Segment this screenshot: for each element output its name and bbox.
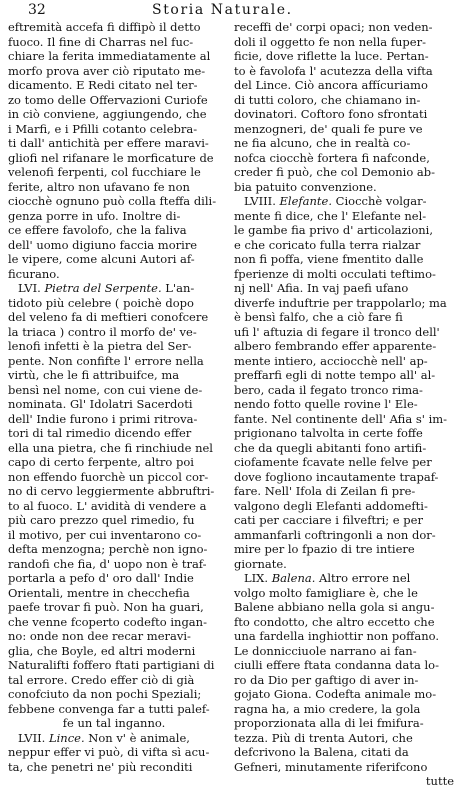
line-text: ficurano. <box>8 266 60 281</box>
line-text: to è favolofa l' acutezza della vifta <box>234 63 433 78</box>
text-line <box>8 122 220 137</box>
text-line <box>8 136 220 151</box>
text-line <box>234 368 454 383</box>
text-line <box>234 238 454 253</box>
line-text: portarla a pefo d' oro dall' Indie <box>8 571 194 585</box>
text-line <box>8 412 220 427</box>
text-line <box>8 223 220 238</box>
line-text: giornate. <box>234 556 287 571</box>
section-heading-line <box>234 571 454 586</box>
line-text: dove fogliono incautamente trapaf- <box>234 469 439 484</box>
text-line <box>8 571 220 586</box>
text-line <box>234 383 454 398</box>
text-line <box>234 586 454 601</box>
line-text: mire per lo fpazio di tre intiere <box>234 542 415 556</box>
text-line <box>8 252 220 267</box>
text-line <box>8 238 220 253</box>
line-text: in ciò conviene, aggiungendo, che <box>8 107 207 121</box>
line-text: tutte <box>425 774 454 788</box>
text-line <box>234 629 454 644</box>
line-text: neppur effer vi può, di vifta sì acu- <box>8 745 210 759</box>
text-line <box>8 397 220 412</box>
text-line <box>234 93 454 108</box>
line-text: ferite, altro non ufavano fe non <box>8 179 190 194</box>
line-text: randofi che fia, d' uopo non è traf- <box>8 556 207 571</box>
line-text: e che coricato fulla terra rialzar <box>234 237 421 252</box>
text-line <box>8 180 220 195</box>
text-line <box>8 702 220 717</box>
line-text: proporzionata alla di lei fmifura- <box>234 716 424 730</box>
text-line <box>234 64 454 79</box>
section-number: LVII. <box>18 730 49 745</box>
text-line <box>234 470 454 485</box>
line-text: defta menzogna; perchè non igno- <box>8 542 208 556</box>
text-line <box>8 600 220 615</box>
line-text: bia patuito convenzione. <box>234 179 377 194</box>
text-line <box>8 557 220 572</box>
line-text: cati per cacciare i filveftri; e per <box>234 513 423 527</box>
line-text: una fardella inghiottir non poffano. <box>234 629 439 643</box>
text-line <box>234 165 454 180</box>
text-line <box>234 180 454 195</box>
line-text: bero, cada il fegato tronco rima- <box>234 382 423 397</box>
text-line <box>8 658 220 673</box>
line-text: nominata. Gl' Idolatri Sacerdoti <box>8 397 193 411</box>
line-text: morfo prova aver ciò riputato me- <box>8 63 206 78</box>
line-text: creder fi può, che col Demonio ab- <box>234 165 436 179</box>
line-text: più caro prezzo quel rimedio, fu <box>8 513 195 527</box>
text-line <box>8 542 220 557</box>
text-line <box>8 209 220 224</box>
line-text: non effendo fuorchè un piccol cor- <box>8 469 209 484</box>
text-line <box>8 586 220 601</box>
line-text: bensì nel nome, con cui viene de- <box>8 382 203 397</box>
text-line <box>8 64 220 79</box>
section-heading-line <box>8 281 220 296</box>
text-line <box>8 470 220 485</box>
text-line <box>8 426 220 441</box>
line-text: Gefneri, minutamente riferifcono <box>234 759 428 774</box>
line-text: nofca ciocchè fortera fi nafconde, <box>234 150 430 165</box>
line-text: menzogneri, de' quali fe pure ve <box>234 121 423 136</box>
line-text: prigionano talvolta in certe foffe <box>234 426 423 440</box>
text-line <box>234 644 454 659</box>
line-text: tori di tal rimedio dicendo effer <box>8 426 192 440</box>
line-text: Balene abbiano nella gola si angu- <box>234 600 435 614</box>
text-line <box>8 484 220 499</box>
section-heading-line <box>8 731 220 746</box>
text-line <box>8 20 220 35</box>
text-line <box>234 49 454 64</box>
text-line <box>8 49 220 64</box>
text-line <box>234 310 454 325</box>
text-line <box>234 484 454 499</box>
text-line <box>8 760 220 775</box>
text-line <box>8 441 220 456</box>
line-text: ragna ha, a mio credere, la gola <box>234 701 421 716</box>
text-line <box>234 774 454 789</box>
line-text: no di cervo leggiermente abbruftri- <box>8 484 215 498</box>
line-text: doli il oggetto fe non nella fuper- <box>234 34 426 49</box>
line-text: to al fuoco. L' avidità di vendere a <box>8 498 207 513</box>
text-line <box>8 325 220 340</box>
text-line <box>8 194 220 209</box>
section-heading-line <box>234 194 454 209</box>
line-text: febbene convenga far a tutti palef- <box>8 701 210 716</box>
text-line <box>8 165 220 180</box>
text-line <box>234 151 454 166</box>
text-line <box>234 615 454 630</box>
line-text: capo di certo ferpente, altro poi <box>8 455 194 469</box>
line-text: valgono degli Elefanti addomefti- <box>234 498 428 513</box>
line-text: le vipere, come alcuni Autori af- <box>8 252 195 266</box>
line-text: chiare la ferita immediatamente al <box>8 49 211 63</box>
line-text: dell' uomo digiuno faccia morire <box>8 237 198 252</box>
text-line <box>8 78 220 93</box>
text-line <box>234 542 454 557</box>
line-text: i Marfi, e i Pfilli cotanto celebra- <box>8 121 198 136</box>
line-text: fare. Nell' Ifola di Zeilan fi pre- <box>234 484 416 498</box>
text-line <box>8 455 220 470</box>
line-text: dovinatori. Coftoro fono sfrontati <box>234 107 428 121</box>
line-text: ciulli effere ftata condanna data lo- <box>234 658 439 672</box>
line-text: paefe trovar fi può. Non ha guari, <box>8 600 204 614</box>
line-text: Ciocchè volgar- <box>332 194 427 208</box>
line-text: fto condotto, che altro eccetto che <box>234 614 435 629</box>
line-text: ufi l' aftuzia di fegare il tronco dell' <box>234 324 440 339</box>
line-text: ciocchè ognuno può colla fteffa dili- <box>8 194 217 208</box>
text-line <box>8 339 220 354</box>
line-text: ammanfarli coftringonli a non dor- <box>234 527 436 542</box>
line-text: gliofi nel rifanare le morficature de <box>8 150 214 165</box>
left-column <box>8 20 220 774</box>
text-line <box>8 644 220 659</box>
line-text: la triaca ) contro il morfo de' ve- <box>8 324 197 339</box>
text-line <box>8 615 220 630</box>
text-line <box>234 513 454 528</box>
text-line <box>8 629 220 644</box>
text-line <box>234 499 454 514</box>
line-text: che da quegli abitanti fono artifi- <box>234 440 427 455</box>
line-text: fuoco. Il fine di Charras nel fuc- <box>8 34 194 49</box>
line-text: mente fi dice, che l' Elefante nel- <box>234 208 427 223</box>
line-text: zo tomo delle Offervazioni Curiofe <box>8 92 208 107</box>
section-number: LVI. <box>18 281 45 295</box>
text-line <box>8 383 220 398</box>
text-line <box>234 223 454 238</box>
line-text: Le donnicciuole narrano ai fan- <box>234 643 417 658</box>
line-text: preffarfi egli di notte tempo all' al- <box>234 368 436 382</box>
section-number: LVIII. <box>244 194 280 208</box>
text-line <box>8 528 220 543</box>
text-line <box>8 296 220 311</box>
line-text: ne fia alcuno, che in realtà co- <box>234 136 411 150</box>
section-number: LIX. <box>244 571 272 585</box>
text-line <box>234 296 454 311</box>
text-line <box>234 267 454 282</box>
line-text: fante. Nel continente dell' Afia s' im- <box>234 411 448 426</box>
text-line <box>8 107 220 122</box>
line-text: no: onde non dee recar meravi- <box>8 629 191 643</box>
text-line <box>8 499 220 514</box>
line-text: di tutti coloro, che chiamano in- <box>234 92 421 107</box>
text-line <box>8 35 220 50</box>
line-text: tezza. Più di trenta Autori, che <box>234 730 413 745</box>
text-line <box>234 325 454 340</box>
right-column <box>234 20 454 788</box>
text-line <box>8 687 220 702</box>
line-text: è bensì falfo, che a ciò fare fi <box>234 310 403 324</box>
line-text: defcrivono la Balena, citati da <box>234 745 409 759</box>
text-line <box>8 267 220 282</box>
text-line <box>234 354 454 369</box>
text-line <box>234 760 454 775</box>
section-title: Balena. <box>271 571 316 585</box>
line-text: ella una pietra, che fi rinchiude nel <box>8 440 213 455</box>
line-text: receffi de' corpi opaci; non veden- <box>234 20 433 34</box>
line-text: Altro errore nel <box>315 571 411 585</box>
line-text: del Lince. Ciò ancora affícuriamo <box>234 78 428 92</box>
line-text: le gambe fia privo d' articolazioni, <box>234 223 434 237</box>
text-line <box>8 310 220 325</box>
line-text: non fi poffa, viene fmentito dalle <box>234 252 424 266</box>
line-text: Naturalifti foffero ftati partigiani di <box>8 658 215 672</box>
text-line <box>234 673 454 688</box>
line-text: velenofi ferpenti, col fucchiare le <box>8 165 201 179</box>
text-line <box>234 557 454 572</box>
page-number: 32 <box>28 2 46 18</box>
line-text: Orientali, mentre in checchefia <box>8 585 190 600</box>
text-line <box>234 107 454 122</box>
section-title: Elefante. <box>279 194 333 208</box>
text-line <box>234 78 454 93</box>
line-text: mente intiero, acciocchè nell' ap- <box>234 353 428 368</box>
text-line <box>8 93 220 108</box>
text-line <box>234 441 454 456</box>
text-line <box>234 745 454 760</box>
line-text: ficie, dove riflette la luce. Pertan- <box>234 49 429 63</box>
text-line <box>8 368 220 383</box>
text-line <box>234 716 454 731</box>
text-line <box>234 687 454 702</box>
line-text: Non v' è animale, <box>84 730 190 745</box>
line-text: diverfe induftrie per trappolarlo; ma <box>234 295 447 310</box>
text-line <box>234 455 454 470</box>
text-line <box>234 209 454 224</box>
line-text: ti dall' antichità per effere maravi- <box>8 136 209 150</box>
line-text: lenofi infetti è la pietra del Ser- <box>8 339 192 353</box>
text-line <box>234 426 454 441</box>
text-line <box>234 20 454 35</box>
section-title: Pietra del Serpente. <box>44 281 162 295</box>
line-text: gojato Giona. Codefta animale mo- <box>234 687 437 701</box>
text-line <box>8 745 220 760</box>
line-text: virtù, che le fi attribuifce, ma <box>8 368 180 382</box>
text-line <box>234 731 454 746</box>
text-line <box>234 658 454 673</box>
text-line <box>8 151 220 166</box>
line-text: ciofamente fcavate nelle felve per <box>234 455 432 469</box>
line-text: nj nell' Afia. In vaj paefi ufano <box>234 281 409 295</box>
line-text: nendo fotto quelle rovine l' Ele- <box>234 397 418 411</box>
line-text: albero fembrando effer apparente- <box>234 339 437 353</box>
line-text: il motivo, per cui inventarono co- <box>8 527 202 542</box>
text-line <box>8 513 220 528</box>
line-text: ro da Dio per gaftigo di aver in- <box>234 672 419 687</box>
line-text: pente. Non confifte l' errore nella <box>8 353 204 368</box>
text-line <box>234 412 454 427</box>
text-line <box>8 673 220 688</box>
line-text: volgo molto famigliare è, che le <box>234 585 418 600</box>
line-text: tidoto più celebre ( poichè dopo <box>8 295 194 310</box>
line-text: tal errore. Credo effer ciò di già <box>8 672 195 687</box>
text-line <box>234 600 454 615</box>
line-text: eftremità accefa fi diffipò il detto <box>8 20 201 34</box>
line-text: dicamento. E Redi citato nel ter- <box>8 78 198 92</box>
line-text: conofciuto da non pochi Speziali; <box>8 687 202 701</box>
text-line <box>234 122 454 137</box>
line-text: L'an- <box>161 281 195 295</box>
text-line <box>234 35 454 50</box>
text-line <box>234 252 454 267</box>
line-text: ce effere favolofo, che la faliva <box>8 223 187 237</box>
line-text: glia, che Boyle, ed altri moderni <box>8 643 196 658</box>
text-line <box>234 136 454 151</box>
section-title: Lince. <box>48 730 85 745</box>
line-text: ta, che penetri ne' più reconditi <box>8 759 193 774</box>
page-header <box>6 2 454 20</box>
line-text: fperienze di molti occulati teftimo- <box>234 266 436 281</box>
text-line <box>8 354 220 369</box>
text-line <box>234 281 454 296</box>
line-text: del veleno fa di meftieri conofcere <box>8 310 209 324</box>
text-line <box>234 528 454 543</box>
line-text: fe un tal inganno. <box>62 716 166 730</box>
text-line <box>234 397 454 412</box>
line-text: che venne fcoperto codefto ingan- <box>8 614 207 629</box>
line-text: dell' Indie furono i primi ritrova- <box>8 411 198 426</box>
running-head: Storia Naturale. <box>152 2 293 18</box>
text-line <box>234 339 454 354</box>
text-line <box>8 716 220 731</box>
text-line <box>234 702 454 717</box>
line-text: genza porre in ufo. Inoltre di- <box>8 208 181 223</box>
